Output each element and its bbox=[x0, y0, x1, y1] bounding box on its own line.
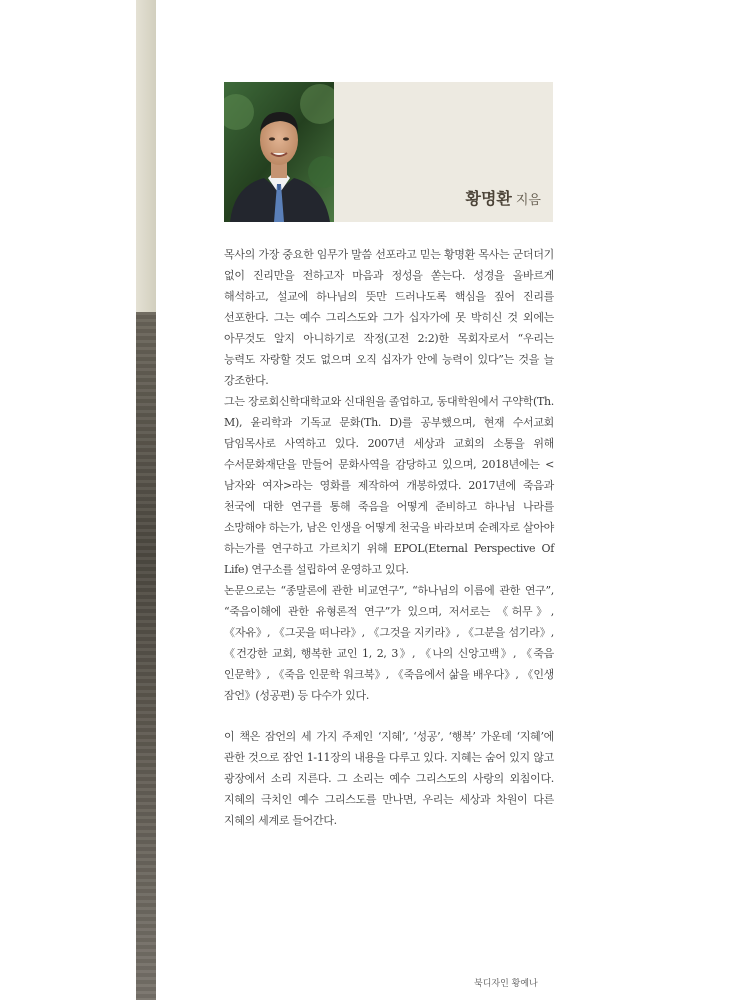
side-strip-dark bbox=[136, 312, 156, 1000]
author-byline bbox=[466, 186, 542, 209]
bio-paragraph: 논문으로는 “종말론에 관한 비교연구”, “하나님의 이름에 관한 연구”, “죽음이해에 관한 유형론적 연구”가 있으며, 저서로는 《허무》, 《자유》, 《그곳을 떠나라》, 《그것을 지키라》, 《그분을 섬기라》, 《건강한 교회, 행복한 교인 1, 2, 3》, 《나의 신앙고백》, 《죽음 인문학》, 《죽음 인문학 워크북》, 《죽음에서 삶을 배우다》, 《인생 잠언》(성공편) 등 다수가 있다. bbox=[224, 584, 554, 702]
author-photo bbox=[224, 82, 334, 222]
book-intro-paragraph: 이 책은 잠언의 세 가지 주제인 ‘지혜’, ‘성공’, ‘행복’ 가운데 ‘지혜’에 관한 것으로 잠언 1-11장의 내용을 다루고 있다. 지혜는 숨어 있지 않고 광장에서 소리 지른다. 그 소리는 예수 그리스도의 사랑의 외침이다. 지혜의 극치인 예수 그리스도를 만나면, 우리는 세상과 차원이 다른 지혜의 세계로 들어간다. bbox=[224, 730, 554, 827]
bio-paragraph: 목사의 가장 중요한 임무가 말씀 선포라고 믿는 황명환 목사는 군더더기 없이 진리만을 전하고자 마음과 정성을 쏟는다. 성경을 올바르게 해석하고, 설교에 하나님의 뜻만 드러나도록 핵심을 짚어 진리를 선포한다. 그는 예수 그리스도와 그가 십자가에 못 박히신 것 외에는 아무것도 알지 아니하기로 작정(고전 2:2)한 목회자로서 “우리는 능력도 자랑할 것도 없으며 오직 십자가 안에 능력이 있다”는 것을 늘 강조한다. bbox=[224, 248, 555, 387]
author-bio bbox=[224, 244, 554, 831]
author-role: 지음 bbox=[515, 193, 541, 208]
author-name: 황명환 bbox=[465, 189, 512, 208]
bio-paragraph: 그는 장로회신학대학교와 신대원을 졸업하고, 동대학원에서 구약학(Th. M), 윤리학과 기독교 문화(Th. D)를 공부했으며, 현재 수서교회 담임목사로 사역하고 있다. 2007년 세상과 교회의 소통을 위해 수서문화재단을 만들어 문화사역을 감당하고 있으며, 2018년에는 <남자와 여자>라는 영화를 제작하여 개봉하였다. 2017년에 죽음과 천국에 대한 연구를 통해 죽음을 어떻게 준비하고 하나님 나라를 소망해야 하는가, 남은 인생을 어떻게 천국을 바라보며 순례자로 살아야 하는가를 연구하고 가르치기 위해 EPOL(Eternal Perspective Of Life) 연구소를 설립하여 운영하고 있다. bbox=[224, 395, 554, 576]
book-design-credit: 북디자인 황예나 bbox=[474, 979, 538, 989]
